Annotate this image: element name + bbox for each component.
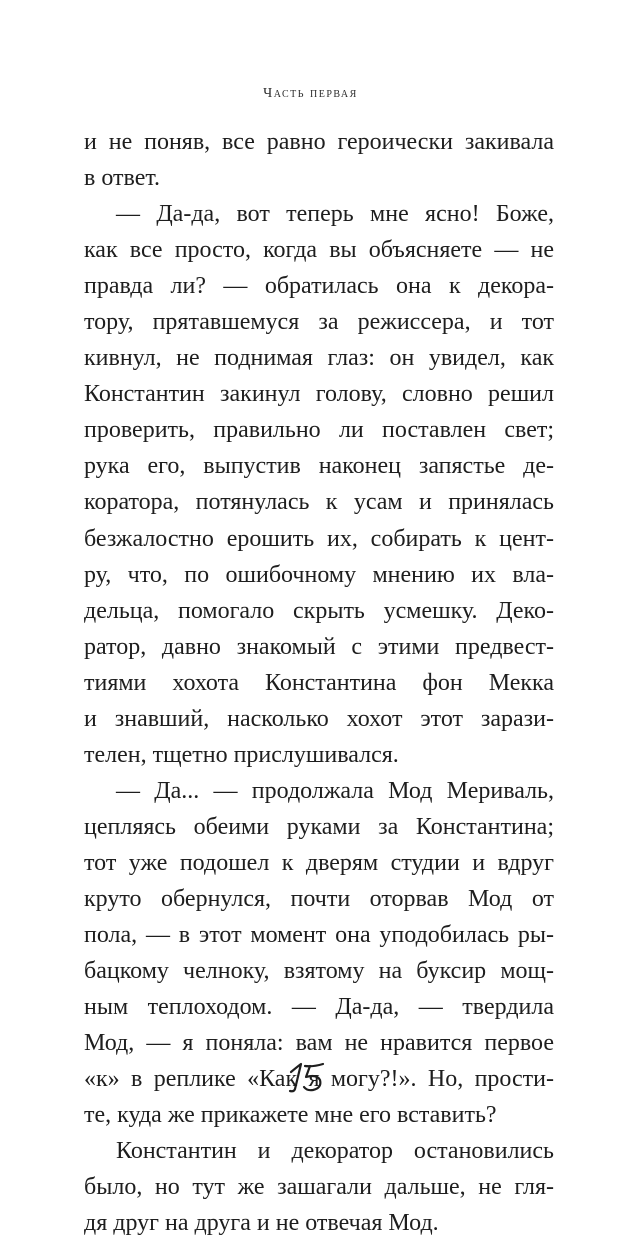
text-line: и не поняв, все равно героически закивала <box>84 129 554 155</box>
text-line: пола, — в этот момент она уподобилась ры- <box>84 922 554 949</box>
text-line: дельца, помогало скрыть усмешку. Деко- <box>84 597 554 624</box>
text-line: ным теплоходом. — Да-да, — твердила <box>84 994 554 1021</box>
text-line: Константин закинул голову, словно решил <box>84 381 554 408</box>
running-head: Часть первая <box>263 86 358 101</box>
text-line: кивнул, не поднимая глаз: он увидел, как <box>84 345 554 372</box>
text-line: рука его, выпустив наконец запястье де- <box>84 453 554 480</box>
text-line: проверить, правильно ли поставлен свет; <box>84 417 554 444</box>
text-line: и знавший, насколько хохот этот зарази- <box>84 705 554 732</box>
text-line: ру, что, по ошибочному мнению их вла- <box>84 561 554 588</box>
text-line: тот уже подошел к дверям студии и вдруг <box>84 849 554 876</box>
text-line: безжалостно ерошить их, собирать к цент- <box>84 525 554 552</box>
text-line: Константин и декоратор остановились <box>116 1138 554 1165</box>
text-line: коратора, потянулась к усам и принялась <box>84 489 554 516</box>
text-line: круто обернулся, почти оторвав Мод от <box>84 885 554 912</box>
text-line: «к» в реплике «Как я могу?!». Но, прости- <box>84 1066 554 1093</box>
text-line: — Да-да, вот теперь мне ясно! Боже, <box>116 201 554 228</box>
text-line: тору, прятавшемуся за режиссера, и тот <box>84 309 554 336</box>
text-line: правда ли? — обратилась она к декора- <box>84 273 554 300</box>
text-line: телен, тщетно прислушивался. <box>84 741 399 768</box>
text-line: — Да... — продолжала Мод Мериваль, <box>116 777 554 804</box>
page-number <box>0 1058 621 1101</box>
text-line: было, но тут же зашагали дальше, не гля- <box>84 1174 554 1201</box>
handwritten-page-number <box>285 1058 337 1096</box>
text-line: тиями хохота Константина фон Мекка <box>84 669 554 696</box>
text-line: ратор, давно знакомый с этими предвест- <box>84 633 554 660</box>
text-line: дя друг на друга и не отвечая Мод. <box>84 1210 439 1237</box>
text-line: как все просто, когда вы объясняете — не <box>84 237 554 264</box>
text-line: цепляясь обеими руками за Константина; <box>84 813 554 840</box>
text-line: бацкому челноку, взятому на буксир мощ- <box>84 958 554 985</box>
text-line: те, куда же прикажете мне его вставить? <box>84 1102 497 1129</box>
text-line: Мод, — я поняла: вам не нравится первое <box>84 1030 554 1057</box>
text-line: в ответ. <box>84 165 161 192</box>
